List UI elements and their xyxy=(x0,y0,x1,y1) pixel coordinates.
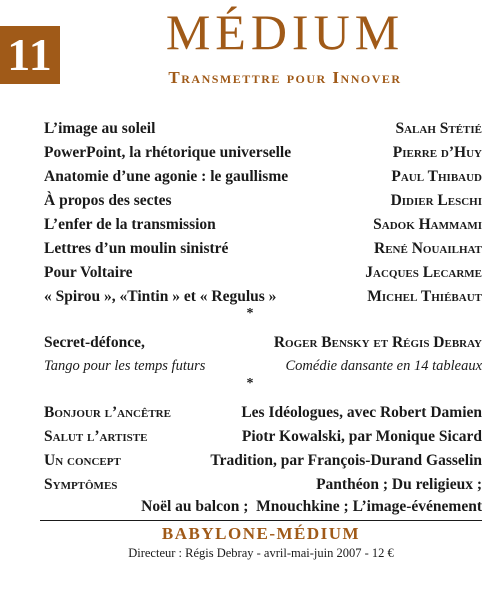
magazine-subtitle: Transmettre pour Innover xyxy=(168,68,402,87)
symptoms-row xyxy=(44,498,482,516)
article-author: Jacques Lecarme xyxy=(365,264,482,281)
toc-row xyxy=(44,192,482,210)
toc-row xyxy=(44,240,482,258)
article-author: Salah Stétié xyxy=(395,120,482,137)
feature-subtitle: Tango pour les temps futurs xyxy=(44,358,206,374)
section-content: Les Idéologues, avec Robert Damien xyxy=(241,404,482,421)
article-title: Lettres d’un moulin sinistré xyxy=(44,240,229,257)
feature-subrow xyxy=(44,358,482,375)
article-author: Paul Thibaud xyxy=(391,168,482,185)
article-title: PowerPoint, la rhétorique universelle xyxy=(44,144,292,161)
footer-title: BABYLONE-MÉDIUM xyxy=(161,524,361,543)
feature-row xyxy=(44,334,482,352)
issue-number: 11 xyxy=(0,26,60,84)
article-title: « Spirou », «Tintin » et « Regulus » xyxy=(44,288,277,305)
magazine-title: MÉDIUM xyxy=(165,4,405,60)
article-author: René Nouailhat xyxy=(374,240,482,257)
section-row xyxy=(44,404,482,422)
separator-star: * xyxy=(246,376,254,391)
section-label: Bonjour l’ancêtre xyxy=(44,404,171,421)
article-author: Sadok Hammami xyxy=(373,216,482,233)
symptoms-continuation: Noël au balcon ; Mnouchkine ; L’image-événement xyxy=(141,498,482,515)
feature-description: Comédie dansante en 14 tableaux xyxy=(285,358,482,374)
article-title: L’image au soleil xyxy=(44,120,156,137)
section-content: Tradition, par François-Durand Gasselin xyxy=(210,452,482,469)
feature-authors: Roger Bensky et Régis Debray xyxy=(273,334,482,351)
toc-row xyxy=(44,264,482,282)
article-title: L’enfer de la transmission xyxy=(44,216,216,233)
footer-info: Directeur : Régis Debray - avril-mai-juin 2007 - 12 € xyxy=(128,546,394,560)
section-label: Salut l’artiste xyxy=(44,428,148,445)
article-title: À propos des sectes xyxy=(44,192,172,209)
section-content: Panthéon ; Du religieux ; xyxy=(316,476,482,493)
section-label: Symptômes xyxy=(44,476,118,493)
footer-rule xyxy=(40,520,482,521)
article-title: Anatomie d’une agonie : le gaullisme xyxy=(44,168,289,185)
section-content: Piotr Kowalski, par Monique Sicard xyxy=(241,428,482,445)
section-label: Un concept xyxy=(44,452,121,469)
article-author: Michel Thiébaut xyxy=(367,288,482,305)
article-author: Pierre d’Huy xyxy=(392,144,482,161)
toc-row xyxy=(44,120,482,138)
feature-title: Secret-défonce, xyxy=(44,334,145,351)
separator-star: * xyxy=(246,306,254,321)
section-row xyxy=(44,452,482,470)
toc-row xyxy=(44,144,482,162)
article-author: Didier Leschi xyxy=(390,192,482,209)
section-row xyxy=(44,428,482,446)
article-title: Pour Voltaire xyxy=(44,264,133,281)
section-row xyxy=(44,476,482,494)
toc-row xyxy=(44,288,482,306)
toc-row xyxy=(44,168,482,186)
toc-row xyxy=(44,216,482,234)
